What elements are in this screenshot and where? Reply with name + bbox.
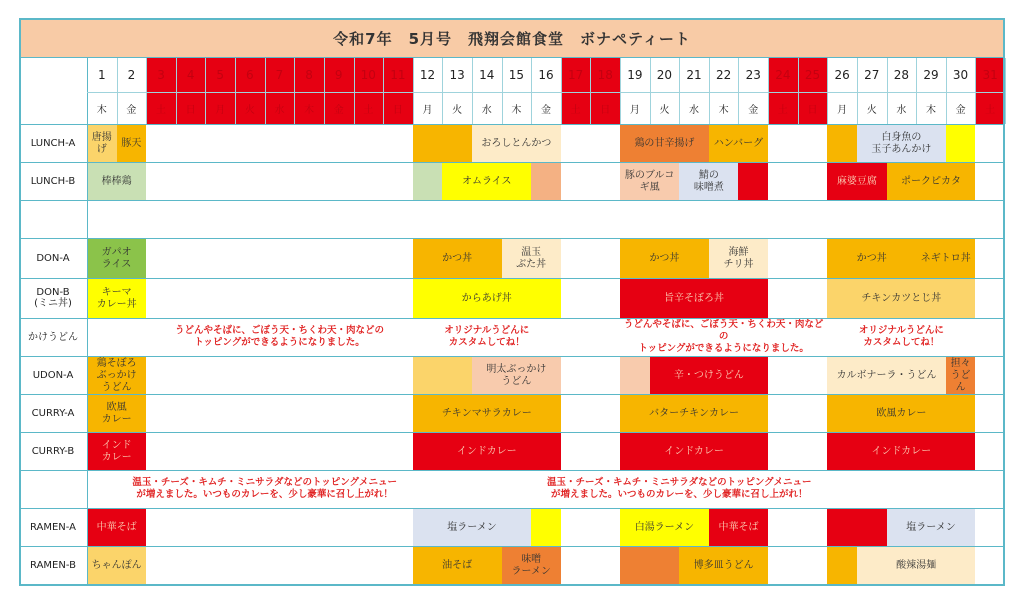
- row-label: RAMEN-B: [30, 560, 76, 571]
- day-number: 10: [354, 58, 384, 92]
- weekday: 火: [866, 104, 877, 116]
- menu-item: ガパオ ライス: [87, 239, 146, 278]
- grid-line: [176, 58, 177, 124]
- menu-item: [413, 163, 443, 200]
- day-number: 2: [127, 68, 136, 82]
- day-number: 25: [798, 58, 828, 92]
- menu-item: カルボナーラ・うどん: [827, 357, 945, 394]
- day-number: 8: [294, 58, 324, 92]
- grid-line: [117, 58, 118, 124]
- menu-item: キーマ カレー丼: [87, 279, 146, 318]
- day-number: 15: [508, 68, 525, 82]
- grid-line: [916, 58, 917, 124]
- grid-line: [650, 58, 651, 124]
- menu-item: かつ丼: [827, 239, 916, 278]
- weekday: 金: [540, 104, 551, 116]
- row-label: UDON-A: [32, 369, 74, 381]
- menu-item: [531, 509, 561, 546]
- announcement-note: うどんやそばに、ごぼう天・ちくわ天・肉などの トッピングができるようになりました。: [623, 319, 824, 354]
- day-number: 18: [590, 58, 620, 92]
- menu-item: 温玉 ぶた丼: [502, 239, 561, 278]
- menu-item: 博多皿うどん: [679, 547, 768, 585]
- menu-item: 豚のブルコ ギ風: [620, 163, 679, 200]
- weekday: 土: [354, 92, 384, 124]
- grid-line: [19, 278, 1005, 279]
- menu-item: ポークピカタ: [887, 163, 976, 200]
- menu-item: [413, 125, 472, 162]
- day-number: 30: [952, 68, 969, 82]
- day-number: 1: [97, 68, 106, 82]
- row-label: DON-B (ミニ丼): [34, 287, 72, 309]
- menu-item: バターチキンカレー: [620, 395, 768, 432]
- day-number: 29: [923, 68, 939, 82]
- day-number: 14: [479, 68, 495, 82]
- menu-item: 酸辣湯麺: [857, 547, 975, 585]
- menu-item: 辛・つけうどん: [650, 357, 768, 394]
- grid-line: [19, 356, 1005, 357]
- menu-item: 鶏そぼろ ぶっかけ うどん: [87, 357, 146, 394]
- grid-line: [442, 58, 443, 124]
- day-number: 5: [205, 58, 235, 92]
- grid-line: [19, 508, 1005, 509]
- grid-line: [590, 58, 591, 124]
- menu-item: 麻婆豆腐: [827, 163, 886, 200]
- menu-item: オムライス: [442, 163, 531, 200]
- menu-item: 塩ラーメン: [887, 509, 976, 546]
- grid-line: [19, 318, 1005, 319]
- weekday: 水: [481, 104, 492, 116]
- weekday: 木: [294, 92, 324, 124]
- grid-line: [19, 470, 1005, 471]
- grid-line: [827, 58, 828, 124]
- grid-line: [887, 58, 888, 124]
- weekday: 木: [96, 104, 107, 116]
- day-number: 24: [768, 58, 798, 92]
- grid-line: [946, 58, 947, 124]
- weekday: 土: [146, 92, 176, 124]
- grid-line: [19, 394, 1005, 395]
- grid-line: [768, 58, 769, 124]
- menu-item: 唐揚 げ: [87, 125, 117, 162]
- weekday: 木: [718, 104, 729, 116]
- day-number: 28: [893, 68, 909, 82]
- day-number: 11: [383, 58, 413, 92]
- grid-line: [294, 58, 295, 124]
- weekday: 金: [126, 104, 137, 116]
- grid-line: [19, 432, 1005, 433]
- menu-item: [620, 547, 679, 585]
- menu-item: 海鮮 チリ丼: [709, 239, 768, 278]
- row-label: [19, 470, 87, 508]
- weekday: 土: [975, 92, 1005, 124]
- day-number: 6: [235, 58, 265, 92]
- row-label: [19, 200, 87, 238]
- day-number: 12: [419, 68, 436, 82]
- menu-item: [413, 357, 472, 394]
- row-label: LUNCH-B: [30, 175, 76, 187]
- menu-item: 鯖の 味噌煮: [679, 163, 738, 200]
- weekday: 火: [659, 104, 670, 116]
- grid-line: [857, 58, 858, 124]
- weekday: 月: [837, 104, 848, 116]
- menu-item: おろしとんかつ: [472, 125, 561, 162]
- day-number: 31: [975, 58, 1005, 92]
- weekday: 土: [768, 92, 798, 124]
- grid-line: [502, 58, 503, 124]
- grid-line: [235, 58, 236, 124]
- grid-line: [1005, 58, 1006, 124]
- day-number: 22: [716, 68, 732, 82]
- grid-line: [413, 58, 414, 124]
- menu-item: かつ丼: [413, 239, 502, 278]
- grid-line: [561, 58, 562, 124]
- menu-item: チキンマサラカレー: [413, 395, 561, 432]
- weekday: 金: [748, 104, 759, 116]
- menu-item: からあげ丼: [413, 279, 561, 318]
- weekday: 日: [383, 92, 413, 124]
- weekday: 月: [422, 104, 433, 116]
- day-number: 9: [324, 58, 354, 92]
- menu-item: 旨辛そぼろ丼: [620, 279, 768, 318]
- menu-item: インドカレー: [827, 433, 975, 470]
- menu-item: [827, 125, 857, 162]
- menu-item: 明太ぶっかけ うどん: [472, 357, 561, 394]
- grid-line: [531, 58, 532, 124]
- row-label: CURRY-B: [31, 445, 75, 457]
- grid-line: [205, 58, 206, 124]
- weekday: 月: [629, 104, 640, 116]
- row-label: CURRY-A: [31, 407, 75, 419]
- menu-item: 豚天: [117, 125, 147, 162]
- grid-line: [19, 162, 1005, 163]
- day-number: 4: [176, 58, 206, 92]
- menu-item: [946, 125, 976, 162]
- menu-item: 鶏の甘辛揚げ: [620, 125, 709, 162]
- grid-line: [975, 58, 976, 124]
- announcement-note: オリジナルうどんに カスタムしてね！: [444, 325, 530, 348]
- weekday: 月: [205, 92, 235, 124]
- grid-line: [472, 58, 473, 124]
- grid-line: [709, 58, 710, 124]
- menu-item: 中華そば: [709, 509, 768, 546]
- grid-line: [265, 58, 266, 124]
- menu-item: 味噌 ラーメン: [502, 547, 561, 585]
- day-number: 21: [686, 68, 702, 82]
- day-number: 3: [146, 58, 176, 92]
- grid-line: [19, 238, 1005, 239]
- menu-item: [531, 163, 561, 200]
- menu-item: 油そば: [413, 547, 502, 585]
- grid-line: [354, 58, 355, 124]
- grid-line: [383, 58, 384, 124]
- weekday: 日: [176, 92, 206, 124]
- weekday: 火: [452, 104, 463, 116]
- row-label: LUNCH-A: [30, 137, 76, 149]
- grid-line: [19, 124, 1005, 125]
- menu-item: 白身魚の 玉子あんかけ: [857, 125, 946, 162]
- menu-item: 欧風 カレー: [87, 395, 146, 432]
- menu-item: ハンバーグ: [709, 125, 768, 162]
- menu-item: 白湯ラーメン: [620, 509, 709, 546]
- day-number: 13: [449, 68, 465, 82]
- announcement-note: 温玉・チーズ・キムチ・ミニサラダなどのトッピングメニュー が増えました。いつものカレーを、少し豪華に召し上がれ！: [546, 477, 812, 500]
- grid-line: [679, 58, 680, 124]
- menu-item: [620, 357, 650, 394]
- menu-item: 中華そば: [87, 509, 146, 546]
- announcement-note: 温玉・チーズ・キムチ・ミニサラダなどのトッピングメニュー が増えました。いつものカレーを、少し豪華に召し上がれ！: [132, 477, 397, 500]
- menu-item: インドカレー: [620, 433, 768, 470]
- weekday: 水: [896, 104, 907, 116]
- grid-line: [87, 58, 88, 585]
- day-number: 19: [627, 68, 643, 82]
- grid-line: [87, 92, 1005, 93]
- weekday: 日: [798, 92, 828, 124]
- grid-line: [738, 58, 739, 124]
- weekday: 日: [590, 92, 620, 124]
- menu-item: [738, 163, 768, 200]
- row-label: RAMEN-A: [29, 521, 77, 533]
- weekday: 木: [511, 104, 522, 116]
- row-label: かけうどん: [28, 331, 78, 343]
- weekday: 金: [324, 92, 354, 124]
- menu-item: [827, 509, 886, 546]
- grid-line: [146, 58, 147, 124]
- weekday: 金: [955, 104, 966, 116]
- weekday: 水: [265, 92, 295, 124]
- weekday: 水: [689, 104, 700, 116]
- menu-item: [827, 547, 857, 585]
- menu-item: かつ丼: [620, 239, 709, 278]
- menu-item: 担々 うど ん: [946, 357, 976, 394]
- menu-item: インド カレー: [87, 433, 146, 470]
- day-number: 27: [864, 68, 880, 82]
- grid-line: [620, 58, 621, 124]
- day-number: 7: [265, 58, 295, 92]
- menu-item: ネギトロ丼: [916, 239, 975, 278]
- weekday: 火: [235, 92, 265, 124]
- menu-item: 欧風カレー: [827, 395, 975, 432]
- grid-line: [19, 546, 1005, 547]
- menu-item: 塩ラーメン: [413, 509, 531, 546]
- day-number: 16: [538, 68, 554, 82]
- grid-line: [19, 200, 1005, 201]
- day-number: 26: [834, 68, 850, 82]
- menu-item: インドカレー: [413, 433, 561, 470]
- grid-line: [19, 585, 1005, 586]
- menu-item: ちゃんぽん: [87, 547, 146, 585]
- page-title: 令和7年 5月号 飛翔会館食堂 ボナペティート: [19, 18, 1005, 58]
- menu-item: 棒棒鶏: [87, 163, 146, 200]
- weekday: 木: [925, 104, 936, 116]
- day-number: 17: [561, 58, 591, 92]
- weekday: 土: [561, 92, 591, 124]
- menu-item: チキンカツとじ丼: [827, 279, 975, 318]
- row-label: DON-A: [36, 252, 70, 264]
- announcement-note: うどんやそばに、ごぼう天・ちくわ天・肉などの トッピングができるようになりました。: [174, 325, 384, 348]
- day-number: 20: [656, 68, 673, 82]
- announcement-note: オリジナルうどんに カスタムしてね！: [858, 325, 944, 348]
- grid-line: [324, 58, 325, 124]
- day-number: 23: [745, 68, 761, 82]
- grid-line: [798, 58, 799, 124]
